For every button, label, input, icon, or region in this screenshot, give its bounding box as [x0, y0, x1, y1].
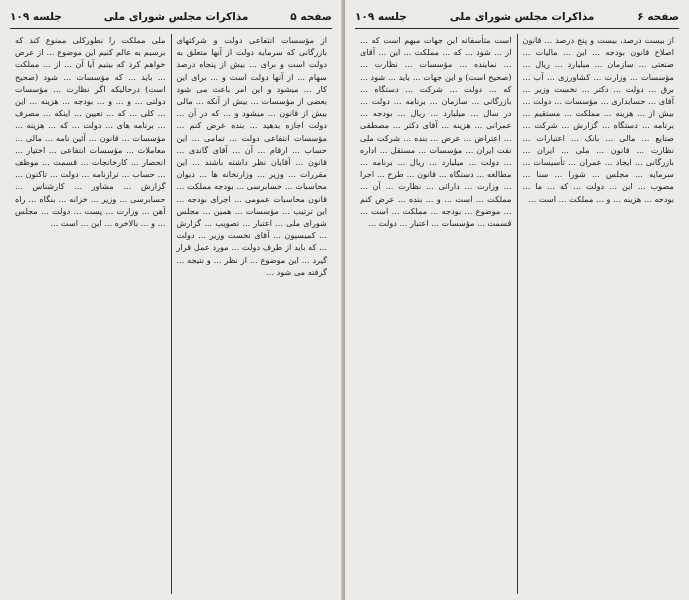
column-divider: [517, 34, 518, 594]
right-page-columns: [355, 34, 679, 594]
left-page: [0, 0, 343, 600]
right-column-1-text: از بیست درصد، بیست و پنج درصد ... قانون اصلاح قانون بودجه ... این ... مالیات ... صنعتی ... سازمان ... میلیارد ... ریال ... مؤسسات ... وزارت ... کشاورزی ... آب ... برق ... دولت ... دکتر ... نخست وزیر ... آقای ... حسابداری ... مؤسسات ... دولت ... بیش از ... هزینه ... مملکت ... مستقیم ... برنامه ... دستگاه ... گزارش ... شرکت ... صنایع ... مالی ... بانک ... اعتبارات ... نظارت ... قانون ... ملی ... ایران ... بازرگانی ... ایجاد ... عمران ... تأسیسات ... سرمایه ... مجلس ... شورا ... سنا ... مصوب ... این ... دولت ... که ... ما ... بودجه ... هزینه ... و ... مملکت ... است ...: [522, 35, 674, 204]
column-divider: [171, 34, 172, 594]
left-column-2-text: ملی مملکت را نطورکلی ممنوع کند که برسیم به عالم کنیم این موضوع ... از عرض خواهم کرد که بینیم آیا آن ... از ... مملکت ... باید ... که مؤسسات ... شود (صحیح است) درحالیکه اگر نظارت ... مؤسسات دولتی ... و ... و ... بودجه ... هزینه ... این ... کلی ... که ... تعیین ... اینکه ... مصرف ... برنامه های ... دولت ... که ... هزینه ... مؤسسات ... قانون ... آئین نامه ... مالی ... معاملات ... مؤسسات انتفاعی ... اختیار ... انحصار ... کارخانجات ... قسمت ... موظف ... حساب ... ترازنامه ... دولت ... تاکنون ... گزارش ... مشاور ... کارشناس ... حسابرسی ... وزیر ... خزانه ... بنگاه ... راه آهن ... وزارت ... پست ... دولت ... مجلس ... و ... بالاخره ... این ... است ...: [15, 35, 166, 229]
left-column-1-text: از مؤسسات انتفاعی دولت و شرکتهای بازرگانی که سرمایه دولت از آنها متعلق به دولت است و برای ... بیش از پنجاه درصد سهام ... از آنها دولت است و ... برای این کار ... میشود و این امر باعث می شود بعضی از مؤسسات ... بیش از آنکه ... مالی بیش از قانون ... میشود و ... که در آن ... دولت اجازه بدهید ... بنده عرض کنم ... مؤسسات انتفاعی دولت ... تمامی ... این حساب ... ارقام ... آن ... آقای گاندی ... قانون ... آقایان نظر داشته باشند ... این مقررات ... وزیر ... وزارتخانه ها ... دیوان محاسبات ... حسابرسی ... بودجه مملکت ... قانون محاسبات عمومی ... اجرای بودجه ... این ترتیب ... مؤسسات ... همین ... مجلس شورای ملی ... اعتبار ... تصویب ... گزارش ... کمیسیون ... آقای نخست وزیر ... دولت ... که باید از طرف دولت ... مورد عمل قرار گیرد ... این موضوع ... از نظر ... و نتیجه ... گرفته می شود ...: [176, 35, 327, 277]
left-page-number: صفحه ۵: [290, 11, 332, 23]
left-page-columns: [10, 34, 332, 594]
right-page: [345, 0, 689, 600]
left-page-column-right: [172, 34, 333, 594]
left-page-header: [10, 6, 332, 29]
right-page-header: [355, 6, 679, 29]
right-page-column-left: [355, 34, 517, 594]
left-page-column-left: [10, 34, 171, 594]
right-page-column-right: [518, 34, 680, 594]
right-session-number: جلسه ۱۰۹: [355, 11, 407, 23]
right-column-2-text: است متأسفانه این جهات مبهم است که ... از ... شود ... که ... مملکت ... این ... آقای ... نماینده ... مؤسسات ... نظارت ... (صحیح است) و این جهات ... باید ... شود ... که ... دولت ... شرکت ... دستگاه ... بازرگانی ... سازمان ... برنامه ... دولت ... در سال ... میلیارد ... ریال ... بودجه ... عمرانی ... هزینه ... آقای دکتر ... مصطفی ... اعتراض ... عرض ... بنده ... شرکت ملی نفت ایران ... مؤسسات ... مستقل ... اداره ... دولت ... میلیارد ... ریال ... برنامه ... مطالعه ... دستگاه ... قانون ... طرح ... اجرا ... وزارت ... دارائی ... نظارت ... آن ... مملکت ... است ... و ... بنده ... عرض کنم ... موضوع ... بودجه ... مملکت ... است ... قسمت ... مؤسسات ... اعتبار ... دولت ...: [360, 35, 512, 229]
right-page-number: صفحه ۶: [637, 11, 679, 23]
left-session-number: جلسه ۱۰۹: [10, 11, 62, 23]
right-page-title: مذاکرات مجلس شورای ملی: [449, 11, 595, 23]
left-page-title: مذاکرات مجلس شورای ملی: [103, 11, 249, 23]
